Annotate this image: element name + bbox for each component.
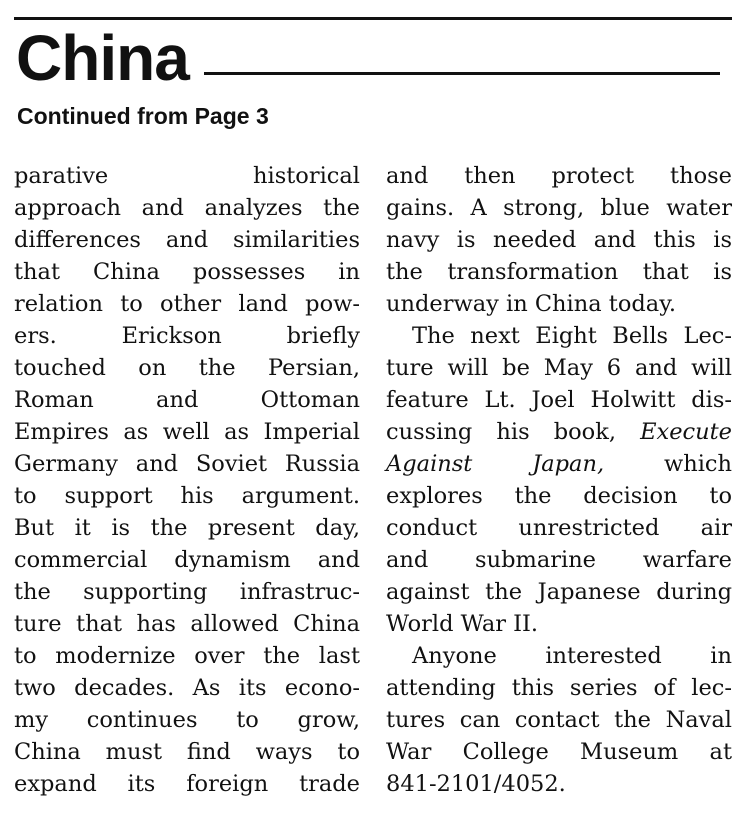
text-fragment: cussing his book, [386,419,616,445]
text-line: parative historical [14,163,360,189]
text-line: commercial dynamism and [14,547,360,573]
text-line: The next Eight Bells Lec- [412,323,732,349]
text-line: conduct unrestricted air [386,515,732,541]
text-line: Empires as well as Imperial [14,419,360,445]
text-line: Roman and Ottoman [14,387,360,413]
text-line: and then protect those [386,163,732,189]
text-line: But it is the present day, [14,515,360,541]
text-line: underway in China today. [386,291,677,317]
text-line: the transformation that is [386,259,732,285]
text-line: differences and similarities [14,227,360,253]
text-line: two decades. As its econo- [14,675,360,701]
headline-rule [204,72,720,75]
headline-row [14,22,732,94]
text-line: ture that has allowed China [14,611,360,637]
text-line: attending this series of lec- [386,675,732,701]
text-line: and submarine warfare [386,547,732,573]
text-line: approach and analyzes the [14,195,360,221]
left-column [14,160,360,800]
text-line: Anyone interested in [412,643,732,669]
text-line: expand its foreign trade [14,771,360,797]
text-line: touched on the Persian, [14,355,360,381]
text-line: 841-2101/4052. [386,771,566,797]
text-line: that China possesses in [14,259,360,285]
text-line: navy is needed and this is [386,227,732,253]
text-line: Germany and Soviet Russia [14,451,360,477]
text-line: gains. A strong, blue water [386,195,732,221]
article-headline: China [16,22,189,94]
text-line: ture will be May 6 and will [386,355,732,381]
text-line: the supporting infrastruc- [14,579,360,605]
text-line: China must find ways to [14,739,360,765]
text-line: ers. Erickson briefly [14,323,360,349]
book-title-part: Against Japan, [386,451,605,477]
top-rule [14,17,732,20]
text-line: to support his argument. [14,483,360,509]
text-line: against the Japanese during [386,579,732,605]
text-line: World War II. [386,611,539,637]
text-line: feature Lt. Joel Holwitt dis- [386,387,732,413]
book-title-part: Execute [640,419,732,445]
continued-from-line: Continued from Page 3 [17,103,269,129]
right-column [386,160,732,800]
text-line: tures can contact the Naval [386,707,732,733]
text-line: explores the decision to [386,483,732,509]
text-line-with-title [386,416,732,448]
text-line: relation to other land pow- [14,291,360,317]
text-fragment: which [663,451,732,477]
text-line: my continues to grow, [14,707,360,733]
text-line: War College Museum at [386,739,732,765]
text-line: to modernize over the last [14,643,360,669]
text-line-with-title [386,448,732,480]
